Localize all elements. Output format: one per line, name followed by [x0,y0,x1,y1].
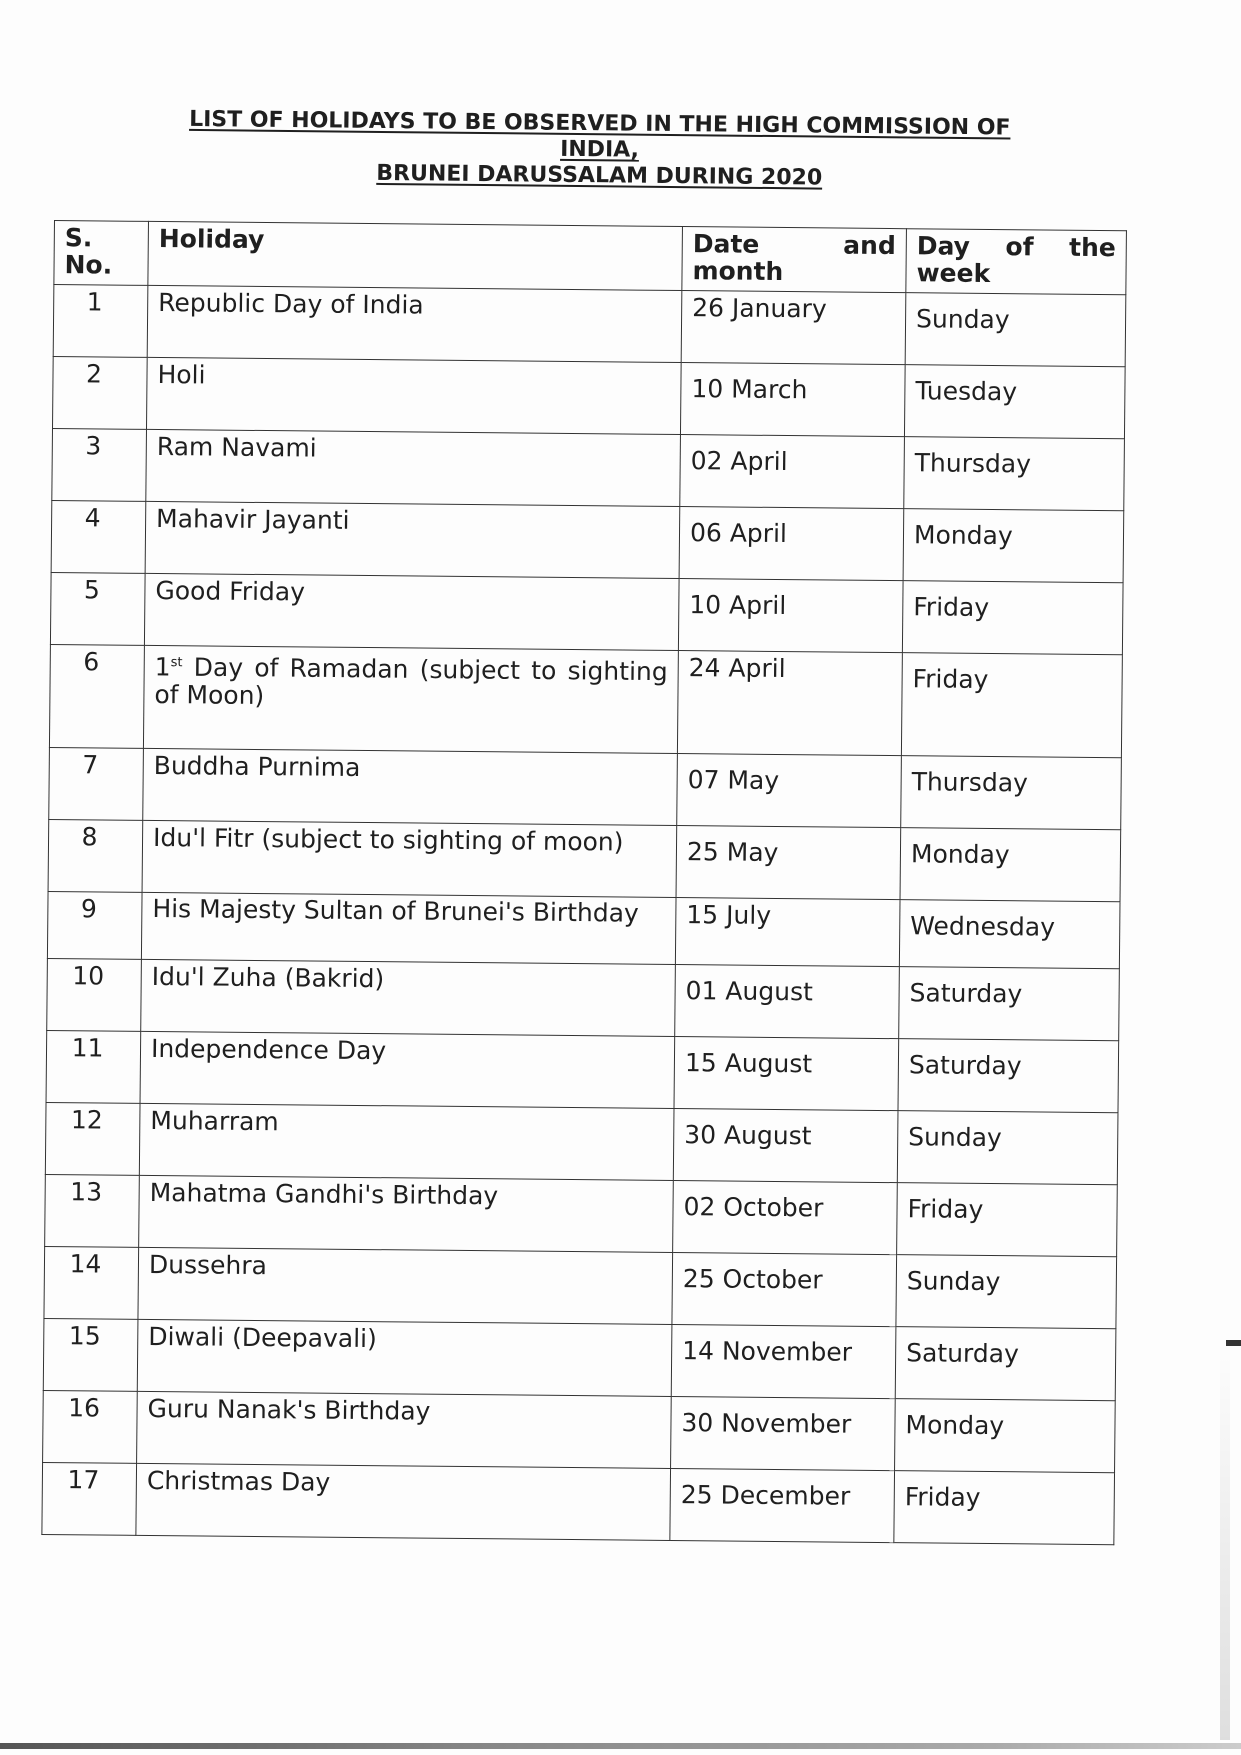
row-date: 10 April [678,579,903,653]
row-date: 25 October [672,1252,897,1326]
row-day: Saturday [898,1039,1119,1113]
row-date: 06 April [679,507,904,581]
row-sno: 10 [47,958,142,1031]
title-line-3: BRUNEI DARUSSALAM DURING 2020 [376,160,823,191]
row-day: Thursday [904,437,1125,511]
row-sno: 9 [47,891,142,959]
row-sno: 17 [42,1462,137,1535]
table-row [49,644,1122,757]
table-row [53,285,1126,367]
row-sno: 14 [44,1246,139,1319]
row-holiday: Independence Day [140,1031,675,1108]
row-day: Sunday [905,293,1126,367]
row-day: Wednesday [899,900,1120,969]
row-holiday: Idu'l Zuha (Bakrid) [141,959,676,1036]
scan-shadow-right [1220,1340,1230,1740]
title-line-1: LIST OF HOLIDAYS TO BE OBSERVED IN THE HIGH COMMISSION OF [189,106,1011,141]
row-day: Friday [894,1471,1115,1545]
row-date: 30 November [671,1396,896,1470]
row-holiday: Idu'l Fitr (subject to sighting of moon) [142,820,677,897]
row-holiday: Mahatma Gandhi's Birthday [139,1175,674,1252]
title-line-2: INDIA, [560,136,640,163]
row-date: 01 August [675,964,900,1038]
header-day: Day of the week [906,229,1127,295]
row-date: 26 January [681,291,906,365]
row-holiday: Mahavir Jayanti [145,501,680,578]
row-day: Monday [895,1399,1116,1473]
row-sno: 12 [45,1102,140,1175]
row-date: 25 May [676,826,901,900]
table-row [52,356,1125,438]
row-date: 02 October [673,1180,898,1254]
document-title [99,106,1100,194]
row-sno: 8 [48,819,143,892]
row-sno: 3 [52,428,147,501]
holiday-table-wrapper [41,220,1126,1545]
holiday-table [41,220,1127,1545]
row-holiday: Muharram [139,1103,674,1180]
row-holiday: Buddha Purnima [143,748,678,825]
table-row [43,1390,1116,1472]
table-row [46,1030,1119,1112]
row-date: 07 May [677,754,902,828]
row-holiday: Diwali (Deepavali) [137,1319,672,1396]
row-day: Friday [902,581,1123,655]
header-sno: S. No. [54,221,149,286]
row-day: Friday [901,653,1122,758]
row-day: Sunday [896,1255,1117,1329]
row-holiday-ordinal-suffix: st [170,655,183,671]
table-row [49,747,1122,829]
scan-edge-bottom [0,1743,1241,1749]
row-holiday [143,645,678,753]
table-row [47,958,1120,1040]
row-date: 25 December [670,1468,895,1542]
row-holiday: Holi [146,357,681,434]
table-row [44,1246,1117,1328]
table-row [45,1102,1118,1184]
row-day: Saturday [895,1327,1116,1401]
row-date: 14 November [671,1324,896,1398]
table-row [43,1318,1116,1400]
row-sno: 6 [49,644,144,748]
row-date: 10 March [680,363,905,437]
row-day: Thursday [901,756,1122,830]
row-sno: 13 [45,1174,140,1247]
table-body [42,285,1126,1545]
row-date: 15 July [675,898,900,967]
row-holiday: Dussehra [138,1247,673,1324]
table-row [42,1462,1115,1544]
row-date: 15 August [674,1036,899,1110]
table-row [50,572,1123,654]
row-holiday: His Majesty Sultan of Brunei's Birthday [141,892,676,964]
table-row [48,819,1121,901]
row-sno: 11 [46,1030,141,1103]
row-sno: 16 [43,1390,138,1463]
row-day: Sunday [897,1111,1118,1185]
row-day: Friday [897,1183,1118,1257]
row-sno: 5 [50,572,145,645]
row-holiday: Republic Day of India [147,285,682,362]
row-day: Saturday [899,967,1120,1041]
row-date: 30 August [673,1108,898,1182]
header-date: Date and month [682,227,907,293]
table-header-row [54,221,1127,295]
table-row [45,1174,1118,1256]
row-holiday: Good Friday [144,573,679,650]
row-sno: 7 [49,747,144,820]
row-holiday: Guru Nanak's Birthday [137,1391,672,1468]
row-holiday-text: Day of Ramadan (subject to sighting of Moon) [154,652,668,711]
row-date: 02 April [680,435,905,509]
row-sno: 1 [53,285,148,358]
scan-mark-right [1226,1340,1241,1346]
row-sno: 15 [43,1318,138,1391]
header-holiday: Holiday [148,221,683,290]
row-sno: 2 [52,356,147,429]
row-sno: 4 [51,500,146,573]
row-day: Monday [903,509,1124,583]
row-date: 24 April [677,651,902,756]
row-holiday: Ram Navami [146,429,681,506]
table-row [52,428,1125,510]
row-holiday-ordinal: 1 [154,652,171,682]
row-day: Tuesday [904,365,1125,439]
table-row [47,891,1120,968]
row-holiday: Christmas Day [136,1463,671,1540]
row-day: Monday [900,828,1121,902]
table-row [51,500,1124,582]
